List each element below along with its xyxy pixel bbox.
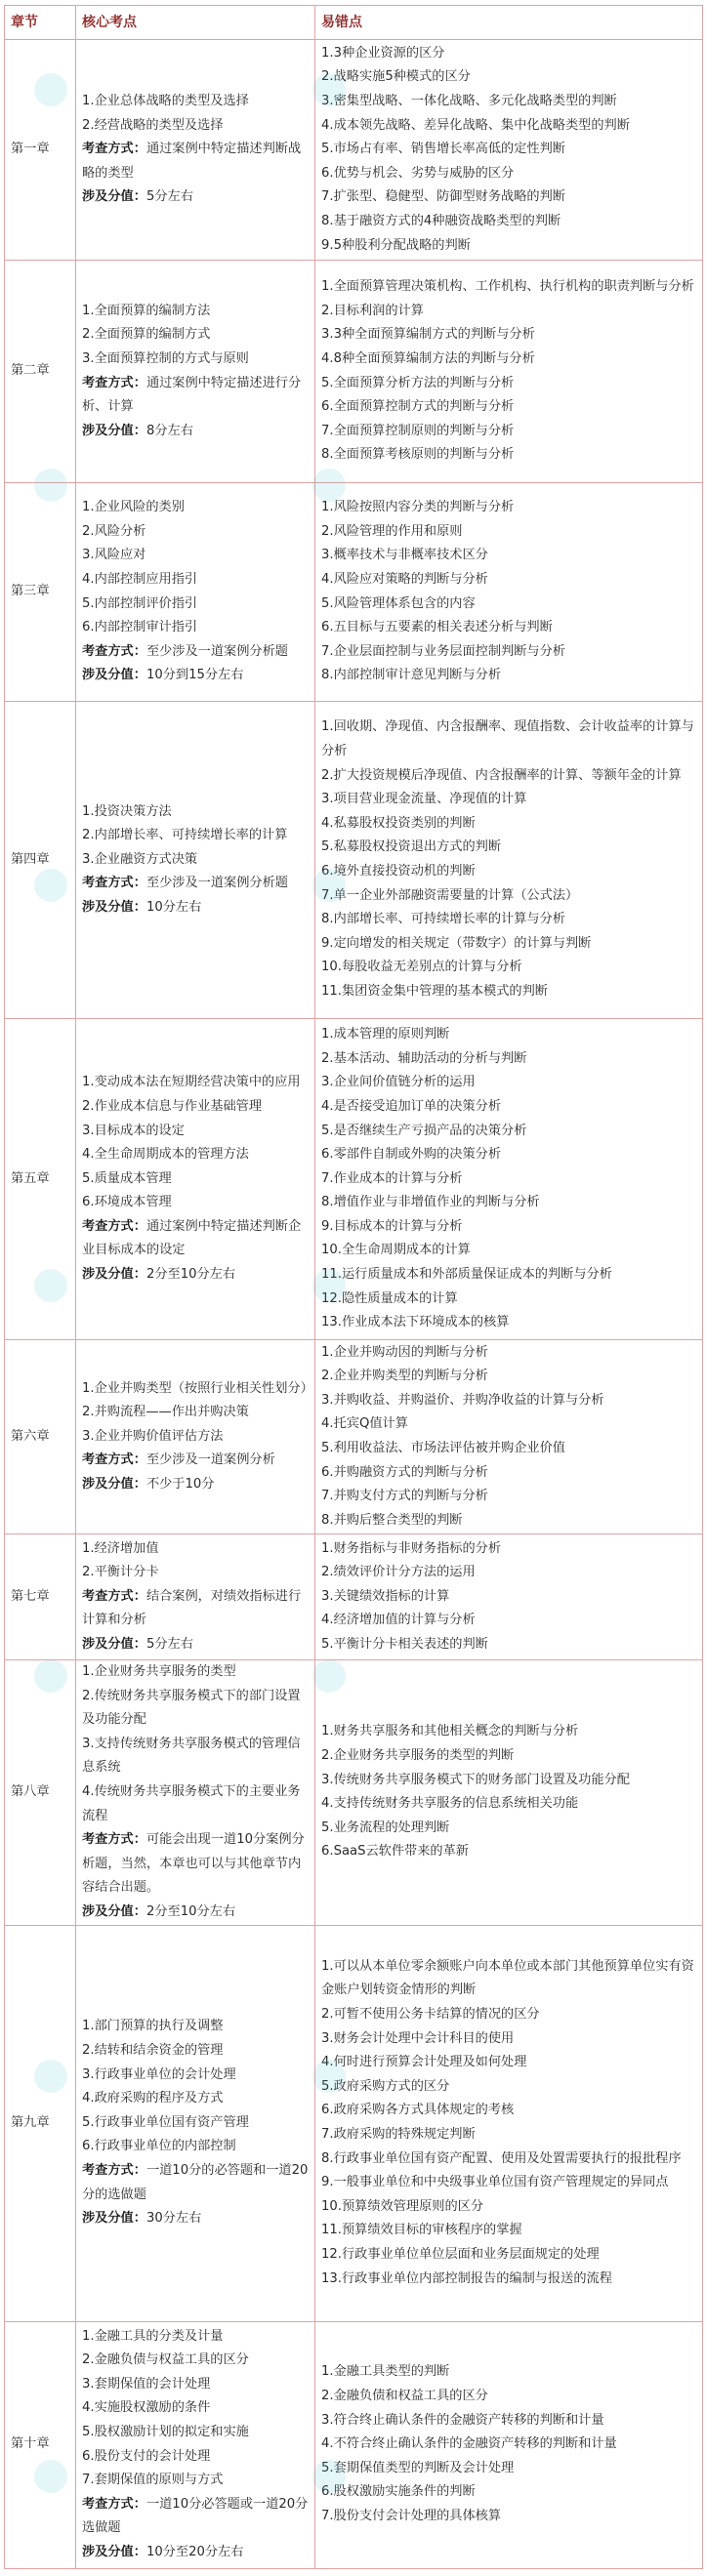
error-points-cell bbox=[315, 261, 703, 483]
error-point-item: 8.内部控制审计意见判断与分析 bbox=[321, 668, 502, 683]
exam-method-label: 考查方式： bbox=[82, 643, 146, 659]
score-text: 不少于10分 bbox=[145, 1476, 215, 1492]
exam-method-value: 至少涉及一道案例分析题 bbox=[145, 876, 288, 891]
score-value bbox=[82, 420, 309, 444]
core-point-item: 1.企业总体战略的类型及选择 bbox=[82, 94, 249, 109]
error-points-cell bbox=[315, 483, 703, 702]
error-point-item: 3.密集型战略、一体化战略、多元化战略类型的判断 bbox=[321, 94, 617, 109]
error-point-item: 6.并购融资方式的判断与分析 bbox=[321, 1464, 488, 1480]
exam-method-value: 结合案例，对绩效指标进行计算和分析 bbox=[82, 1588, 302, 1628]
core-point-item: 1.投资决策方法 bbox=[82, 803, 172, 819]
core-point-item: 3.企业并购价值评估方法 bbox=[82, 1428, 224, 1444]
core-points-cell bbox=[76, 261, 315, 483]
exam-method bbox=[82, 2159, 309, 2207]
exam-method-label: 考查方式： bbox=[82, 1218, 146, 1234]
error-points-cell bbox=[315, 40, 703, 261]
error-point-item: 5.平衡计分卡相关表述的判断 bbox=[321, 1636, 488, 1652]
error-point-item: 2.基本活动、辅助活动的分析与判断 bbox=[321, 1050, 527, 1066]
score-text: 30分左右 bbox=[145, 2211, 202, 2227]
score-value bbox=[82, 2541, 309, 2565]
score-text: 8分左右 bbox=[145, 423, 193, 438]
score-text: 10分左右 bbox=[145, 899, 202, 915]
error-point-item: 2.企业财务共享服务的类型的判断 bbox=[321, 1748, 515, 1764]
exam-method bbox=[82, 1828, 309, 1901]
error-point-item: 12.隐性质量成本的计算 bbox=[321, 1290, 458, 1306]
score-value bbox=[82, 896, 309, 920]
error-point-item: 1.成本管理的原则判断 bbox=[321, 1027, 450, 1043]
error-point-item: 5.全面预算分析方法的判断与分析 bbox=[321, 375, 515, 390]
table-row bbox=[5, 1019, 703, 1340]
error-point-item: 6.五目标与五要素的相关表述分析与判断 bbox=[321, 620, 553, 635]
exam-method bbox=[82, 138, 309, 185]
exam-method bbox=[82, 372, 309, 420]
chapter-cell: 第十章 bbox=[5, 2321, 76, 2568]
chapter-cell: 第四章 bbox=[5, 702, 76, 1019]
chapter-cell: 第八章 bbox=[5, 1660, 76, 1926]
table-row bbox=[5, 40, 703, 261]
error-point-item: 10.全生命周期成本的计算 bbox=[321, 1243, 471, 1258]
core-point-item: 1.企业并购类型（按照行业相关性划分） bbox=[82, 1380, 313, 1396]
core-point-item: 1.经济增加值 bbox=[82, 1540, 159, 1556]
error-point-item: 7.作业成本的计算与分析 bbox=[321, 1170, 463, 1186]
core-points-cell bbox=[76, 1925, 315, 2321]
score-label: 涉及分值： bbox=[82, 2544, 146, 2559]
error-point-item: 5.市场占有率、销售增长率高低的定性判断 bbox=[321, 142, 565, 157]
exam-method-value: 一道10分的必答题和一道20分的选做题 bbox=[82, 2162, 309, 2202]
table-row bbox=[5, 1340, 703, 1534]
table-row bbox=[5, 2321, 703, 2568]
error-point-item: 5.套期保值类型的判断及会计处理 bbox=[321, 2460, 515, 2475]
score-text: 5分左右 bbox=[145, 189, 193, 205]
error-point-item: 8.增值作业与非增值作业的判断与分析 bbox=[321, 1195, 540, 1210]
table-row bbox=[5, 1534, 703, 1660]
table-row bbox=[5, 261, 703, 483]
error-point-item: 1.财务共享服务和其他相关概念的判断与分析 bbox=[321, 1724, 579, 1739]
error-point-item: 9.目标成本的计算与分析 bbox=[321, 1218, 463, 1234]
core-point-item: 3.支持传统财务共享服务模式的管理信息系统 bbox=[82, 1736, 301, 1776]
error-point-item: 4.不符合终止确认条件的金融资产转移的判断和计量 bbox=[321, 2436, 617, 2452]
exam-method-value: 通过案例中特定描述判断企业目标成本的设定 bbox=[82, 1218, 302, 1258]
exam-method bbox=[82, 2493, 309, 2541]
core-point-item: 3.企业融资方式决策 bbox=[82, 851, 198, 867]
score-value bbox=[82, 185, 309, 210]
error-point-item: 6.境外直接投资动机的判断 bbox=[321, 864, 476, 879]
error-point-item: 4.支持传统财务共享服务的信息系统相关功能 bbox=[321, 1796, 579, 1812]
core-point-item: 5.行政事业单位国有资产管理 bbox=[82, 2114, 249, 2130]
error-point-item: 8.基于融资方式的4种融资战略类型的判断 bbox=[321, 213, 561, 228]
error-point-item: 13.行政事业单位内部控制报告的编制与报送的流程 bbox=[321, 2270, 612, 2286]
error-point-item: 4.风险应对策略的判断与分析 bbox=[321, 571, 488, 587]
error-point-item: 12.行政事业单位单位层面和业务层面规定的处理 bbox=[321, 2247, 600, 2262]
exam-method-label: 考查方式： bbox=[82, 876, 146, 891]
error-point-item: 8.并购后整合类型的判断 bbox=[321, 1512, 463, 1528]
core-point-item: 2.作业成本信息与作业基础管理 bbox=[82, 1098, 263, 1114]
exam-points-table bbox=[4, 5, 703, 2569]
exam-method-value: 一道10分必答题或一道20分选做题 bbox=[82, 2496, 309, 2536]
exam-method bbox=[82, 640, 309, 665]
core-point-item: 2.传统财务共享服务模式下的部门设置及功能分配 bbox=[82, 1688, 301, 1728]
error-point-item: 5.利用收益法、市场法评估被并购企业价值 bbox=[321, 1441, 565, 1455]
error-points-cell bbox=[315, 2321, 703, 2568]
score-text: 10分到15分左右 bbox=[145, 668, 244, 683]
core-points-cell bbox=[76, 483, 315, 702]
error-point-item: 4.是否接受追加订单的决策分析 bbox=[321, 1098, 502, 1114]
error-point-item: 9.定向增发的相关规定（带数字）的计算与判断 bbox=[321, 935, 592, 951]
chapter-cell: 第九章 bbox=[5, 1925, 76, 2321]
error-point-item: 7.股份支付会计处理的具体核算 bbox=[321, 2509, 502, 2524]
chapter-cell: 第一章 bbox=[5, 40, 76, 261]
exam-method-label: 考查方式： bbox=[82, 1588, 146, 1604]
core-point-item: 3.行政事业单位的会计处理 bbox=[82, 2066, 236, 2082]
core-point-item: 1.部门预算的执行及调整 bbox=[82, 2019, 224, 2034]
header-chapter: 章节 bbox=[5, 6, 76, 40]
chapter-cell: 第三章 bbox=[5, 483, 76, 702]
core-point-item: 2.全面预算的编制方式 bbox=[82, 327, 211, 343]
error-point-item: 2.企业并购类型的判断与分析 bbox=[321, 1369, 488, 1384]
core-point-item: 4.政府采购的程序及方式 bbox=[82, 2091, 224, 2106]
core-point-item: 3.全面预算控制的方式与原则 bbox=[82, 350, 249, 366]
error-point-item: 4.私募股权投资类别的判断 bbox=[321, 815, 476, 831]
score-label: 涉及分值： bbox=[82, 2211, 146, 2227]
table-row bbox=[5, 1925, 703, 2321]
score-label: 涉及分值： bbox=[82, 189, 146, 205]
error-point-item: 3.并购收益、并购溢价、并购净收益的计算与分析 bbox=[321, 1392, 604, 1408]
error-point-item: 13.作业成本法下环境成本的核算 bbox=[321, 1315, 510, 1330]
core-points-cell bbox=[76, 1534, 315, 1660]
error-point-item: 5.风险管理体系包含的内容 bbox=[321, 595, 476, 611]
error-point-item: 7.单一企业外部融资需要量的计算（公式法） bbox=[321, 887, 579, 903]
error-point-item: 8.全面预算考核原则的判断与分析 bbox=[321, 447, 515, 463]
core-point-item: 2.结转和结余资金的管理 bbox=[82, 2042, 224, 2058]
error-point-item: 10.预算绩效管理原则的区分 bbox=[321, 2198, 484, 2214]
error-point-item: 1.可以从本单位零余额账户向本单位或本部门其他预算单位实有资金账户划转资金情形的判断 bbox=[321, 1958, 694, 1998]
score-value bbox=[82, 1901, 309, 1925]
chapter-cell: 第二章 bbox=[5, 261, 76, 483]
score-value bbox=[82, 1473, 309, 1497]
chapter-cell: 第七章 bbox=[5, 1534, 76, 1660]
core-point-item: 6.环境成本管理 bbox=[82, 1195, 172, 1210]
score-value bbox=[82, 1633, 309, 1657]
score-value bbox=[82, 1263, 309, 1288]
chapter-cell: 第五章 bbox=[5, 1019, 76, 1340]
header-error-points: 易错点 bbox=[315, 6, 703, 40]
core-point-item: 6.股份支付的会计处理 bbox=[82, 2448, 211, 2464]
core-points-cell bbox=[76, 40, 315, 261]
score-label: 涉及分值： bbox=[82, 1903, 146, 1919]
error-point-item: 3.企业间价值链分析的运用 bbox=[321, 1075, 476, 1090]
score-label: 涉及分值： bbox=[82, 1636, 146, 1652]
exam-method-value: 可能会出现一道10分案例分析题，当然，本章也可以与其他章节内容结合出题。 bbox=[82, 1832, 305, 1896]
core-point-item: 2.并购流程——作出并购决策 bbox=[82, 1405, 249, 1420]
exam-method-label: 考查方式： bbox=[82, 2496, 146, 2512]
error-point-item: 4.托宾Q值计算 bbox=[321, 1416, 408, 1432]
table-body bbox=[5, 40, 703, 2569]
error-point-item: 6.政府采购各方式具体规定的考核 bbox=[321, 2103, 515, 2118]
error-point-item: 2.金融负债和权益工具的区分 bbox=[321, 2389, 488, 2404]
core-point-item: 4.传统财务共享服务模式下的主要业务流程 bbox=[82, 1783, 301, 1823]
error-point-item: 9.一般事业单位和中央级事业单位国有资产管理规定的异同点 bbox=[321, 2175, 669, 2190]
core-point-item: 1.全面预算的编制方法 bbox=[82, 303, 211, 318]
error-point-item: 3.财务会计处理中会计科目的使用 bbox=[321, 2030, 515, 2046]
error-point-item: 1.企业并购动因的判断与分析 bbox=[321, 1344, 488, 1360]
error-point-item: 1.金融工具类型的判断 bbox=[321, 2364, 450, 2380]
exam-method-value: 至少涉及一道案例分析 bbox=[145, 1452, 275, 1468]
core-point-item: 1.金融工具的分类及计量 bbox=[82, 2328, 224, 2344]
error-point-item: 5.是否继续生产亏损产品的决策分析 bbox=[321, 1123, 527, 1138]
error-point-item: 5.政府采购方式的区分 bbox=[321, 2078, 450, 2094]
error-point-item: 3.项目营业现金流量、净现值的计算 bbox=[321, 792, 527, 807]
error-point-item: 1.3种企业资源的区分 bbox=[321, 45, 445, 61]
exam-method-value: 至少涉及一道案例分析题 bbox=[145, 643, 288, 659]
error-point-item: 6.零部件自制或外购的决策分析 bbox=[321, 1147, 502, 1163]
core-point-item: 4.实施股权激励的条件 bbox=[82, 2400, 211, 2416]
error-point-item: 3.3种全面预算编制方式的判断与分析 bbox=[321, 327, 535, 343]
error-point-item: 9.5种股利分配战略的判断 bbox=[321, 237, 471, 253]
error-point-item: 3.关键绩效指标的计算 bbox=[321, 1588, 450, 1604]
exam-method bbox=[82, 1449, 309, 1473]
core-point-item: 2.风险分析 bbox=[82, 523, 146, 539]
core-points-cell bbox=[76, 1660, 315, 1926]
error-point-item: 2.目标利润的计算 bbox=[321, 303, 424, 318]
error-point-item: 2.可暂不使用公务卡结算的情况的区分 bbox=[321, 2007, 540, 2023]
core-point-item: 2.经营战略的类型及选择 bbox=[82, 117, 224, 133]
error-point-item: 2.风险管理的作用和原则 bbox=[321, 523, 463, 539]
core-point-item: 3.套期保值的会计处理 bbox=[82, 2376, 211, 2392]
exam-method-label: 考查方式： bbox=[82, 142, 146, 157]
error-point-item: 1.财务指标与非财务指标的分析 bbox=[321, 1540, 502, 1556]
error-point-item: 6.股权激励实施条件的判断 bbox=[321, 2484, 476, 2500]
exam-method-label: 考查方式： bbox=[82, 2162, 146, 2178]
error-point-item: 7.全面预算控制原则的判断与分析 bbox=[321, 423, 515, 438]
error-point-item: 3.传统财务共享服务模式下的财务部门设置及功能分配 bbox=[321, 1772, 630, 1787]
score-text: 5分左右 bbox=[145, 1636, 193, 1652]
error-point-item: 6.全面预算控制方式的判断与分析 bbox=[321, 399, 515, 415]
core-point-item: 1.企业风险的类别 bbox=[82, 500, 185, 515]
core-point-item: 5.股权激励计划的拟定和实施 bbox=[82, 2424, 249, 2439]
core-point-item: 4.内部控制应用指引 bbox=[82, 571, 198, 587]
error-points-cell bbox=[315, 1019, 703, 1340]
error-point-item: 4.成本领先战略、差异化战略、集中化战略类型的判断 bbox=[321, 117, 630, 133]
error-point-item: 11.预算绩效目标的审核程序的掌握 bbox=[321, 2223, 522, 2238]
score-value bbox=[82, 664, 309, 688]
error-point-item: 2.战略实施5种模式的区分 bbox=[321, 69, 471, 85]
score-text: 2分至10分左右 bbox=[145, 1267, 236, 1283]
error-point-item: 7.政府采购的特殊规定判断 bbox=[321, 2127, 476, 2143]
error-point-item: 5.私募股权投资退出方式的判断 bbox=[321, 839, 502, 855]
error-point-item: 4.经济增加值的计算与分析 bbox=[321, 1613, 476, 1628]
table-row bbox=[5, 1660, 703, 1926]
error-point-item: 3.概率技术与非概率技术区分 bbox=[321, 548, 488, 563]
exam-method bbox=[82, 872, 309, 896]
table-header-row bbox=[5, 6, 703, 40]
score-label: 涉及分值： bbox=[82, 668, 146, 683]
core-point-item: 1.企业财务共享服务的类型 bbox=[82, 1664, 236, 1679]
error-point-item: 6.SaaS云软件带来的革新 bbox=[321, 1844, 469, 1860]
core-point-item: 3.目标成本的设定 bbox=[82, 1123, 185, 1138]
score-label: 涉及分值： bbox=[82, 423, 146, 438]
table-row bbox=[5, 483, 703, 702]
error-point-item: 11.集团资金集中管理的基本模式的判断 bbox=[321, 983, 548, 999]
header-core-points: 核心考点 bbox=[76, 6, 315, 40]
exam-points-table-container bbox=[4, 5, 702, 2569]
error-point-item: 7.企业层面控制与业务层面控制判断与分析 bbox=[321, 643, 565, 659]
error-points-cell bbox=[315, 1534, 703, 1660]
error-points-cell bbox=[315, 1925, 703, 2321]
core-point-item: 2.金融负债与权益工具的区分 bbox=[82, 2352, 249, 2368]
exam-method bbox=[82, 1215, 309, 1263]
core-point-item: 2.平衡计分卡 bbox=[82, 1565, 159, 1580]
exam-method-value: 通过案例中特定描述判断战略的类型 bbox=[82, 142, 302, 181]
core-point-item: 6.内部控制审计指引 bbox=[82, 620, 198, 635]
score-text: 2分至10分左右 bbox=[145, 1903, 236, 1919]
error-point-item: 6.优势与机会、劣势与威胁的区分 bbox=[321, 165, 515, 181]
error-point-item: 10.每股收益无差别点的计算与分析 bbox=[321, 960, 522, 975]
error-points-cell bbox=[315, 702, 703, 1019]
error-point-item: 8.内部增长率、可持续增长率的计算与分析 bbox=[321, 912, 565, 927]
core-points-cell bbox=[76, 1340, 315, 1534]
error-points-cell bbox=[315, 1660, 703, 1926]
core-point-item: 5.质量成本管理 bbox=[82, 1170, 172, 1186]
table-row bbox=[5, 702, 703, 1019]
error-point-item: 7.扩张型、稳健型、防御型财务战略的判断 bbox=[321, 189, 565, 205]
core-point-item: 6.行政事业单位的内部控制 bbox=[82, 2139, 236, 2154]
score-label: 涉及分值： bbox=[82, 1267, 146, 1283]
error-points-cell bbox=[315, 1340, 703, 1534]
exam-method bbox=[82, 1585, 309, 1633]
error-point-item: 7.并购支付方式的判断与分析 bbox=[321, 1489, 488, 1504]
score-label: 涉及分值： bbox=[82, 899, 146, 915]
core-point-item: 7.套期保值的原则与方式 bbox=[82, 2473, 224, 2488]
exam-method-label: 考查方式： bbox=[82, 1832, 146, 1848]
error-point-item: 2.绩效评价计分方法的运用 bbox=[321, 1565, 476, 1580]
core-point-item: 2.内部增长率、可持续增长率的计算 bbox=[82, 828, 288, 843]
error-point-item: 4.何时进行预算会计处理及如何处理 bbox=[321, 2055, 527, 2070]
error-point-item: 1.风险按照内容分类的判断与分析 bbox=[321, 500, 515, 515]
core-point-item: 5.内部控制评价指引 bbox=[82, 595, 198, 611]
score-value bbox=[82, 2207, 309, 2231]
chapter-cell: 第六章 bbox=[5, 1340, 76, 1534]
exam-method-label: 考查方式： bbox=[82, 1452, 146, 1468]
error-point-item: 1.全面预算管理决策机构、工作机构、执行机构的职责判断与分析 bbox=[321, 279, 694, 295]
error-point-item: 2.扩大投资规模后净现值、内含报酬率的计算、等额年金的计算 bbox=[321, 767, 682, 783]
error-point-item: 5.业务流程的处理判断 bbox=[321, 1820, 450, 1835]
core-point-item: 3.风险应对 bbox=[82, 548, 146, 563]
exam-method-label: 考查方式： bbox=[82, 375, 146, 390]
core-points-cell bbox=[76, 2321, 315, 2568]
score-label: 涉及分值： bbox=[82, 1476, 146, 1492]
core-points-cell bbox=[76, 702, 315, 1019]
exam-method-value: 通过案例中特定描述进行分析、计算 bbox=[82, 375, 302, 415]
score-text: 10分至20分左右 bbox=[145, 2544, 244, 2559]
core-point-item: 4.全生命周期成本的管理方法 bbox=[82, 1147, 249, 1163]
error-point-item: 4.8种全面预算编制方法的判断与分析 bbox=[321, 350, 535, 366]
core-points-cell bbox=[76, 1019, 315, 1340]
core-point-item: 1.变动成本法在短期经营决策中的应用 bbox=[82, 1075, 301, 1090]
error-point-item: 8.行政事业单位国有资产配置、使用及处置需要执行的报批程序 bbox=[321, 2150, 682, 2166]
error-point-item: 11.运行质量成本和外部质量保证成本的判断与分析 bbox=[321, 1267, 612, 1283]
error-point-item: 1.回收期、净现值、内含报酬率、现值指数、会计收益率的计算与分析 bbox=[321, 719, 694, 759]
error-point-item: 3.符合终止确认条件的金融资产转移的判断和计量 bbox=[321, 2412, 604, 2428]
